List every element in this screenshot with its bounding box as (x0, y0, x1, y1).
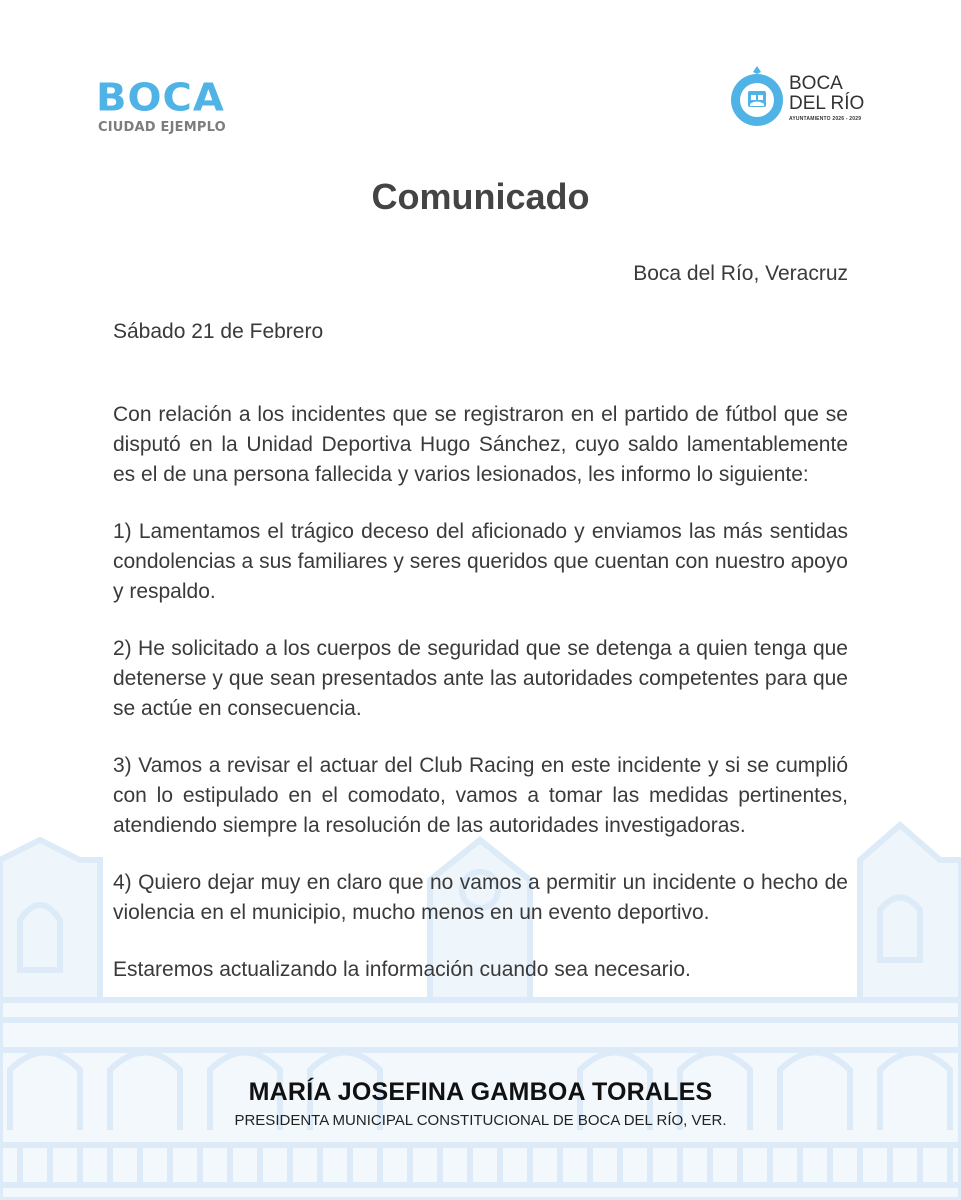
logo-line2: DEL RÍO (789, 93, 865, 114)
document-date: Sábado 21 de Febrero (113, 320, 324, 343)
document-body (113, 400, 848, 1012)
logo-line3: AYUNTAMIENTO 2026 - 2029 (789, 116, 862, 122)
logo-subtitle: CIUDAD EJEMPLO (98, 120, 226, 135)
paragraph-intro: Con relación a los incidentes que se registraron en el partido de fútbol que se disputó en la Unidad Deportiva Hugo Sánchez, cuyo saldo lamentablemente es el de una persona fallecida y varios lesionados, les informo lo siguiente: (113, 403, 848, 486)
paragraph-closing: Estaremos actualizando la información cuando sea necesario. (113, 958, 691, 981)
paragraph-point-1: 1) Lamentamos el trágico deceso del aficionado y enviamos las más sentidas condolencias a sus familiares y seres queridos que cuentan con nuestro apoyo y respaldo. (113, 520, 848, 603)
municipal-seal-icon (727, 64, 787, 130)
document-place: Boca del Río, Veracruz (633, 262, 848, 285)
boca-logo (96, 78, 256, 135)
signatory-role: PRESIDENTA MUNICIPAL CONSTITUCIONAL DE BOCA DEL RÍO, VER. (234, 1112, 727, 1129)
logo-wordmark: BOCA (96, 76, 225, 120)
logo-line1: BOCA (789, 73, 843, 94)
paragraph-point-4: 4) Quiero dejar muy en claro que no vamos a permitir un incidente o hecho de violencia en el municipio, mucho menos en un evento deportivo. (113, 871, 848, 924)
paragraph-point-2: 2) He solicitado a los cuerpos de seguridad que se detenga a quien tenga que detenerse y que sean presentados ante las autoridades competentes para que se actúe en consecuencia. (113, 637, 848, 720)
municipal-logo (727, 64, 867, 134)
paragraph-point-3: 3) Vamos a revisar el actuar del Club Racing en este incidente y si se cumplió con lo estipulado en el comodato, vamos a tomar las medidas pertinentes, atendiendo siempre la resolución de las autoridades investigadoras. (113, 754, 848, 837)
signatory-name: MARÍA JOSEFINA GAMBOA TORALES (248, 1078, 713, 1106)
document-title: Comunicado (371, 176, 590, 217)
